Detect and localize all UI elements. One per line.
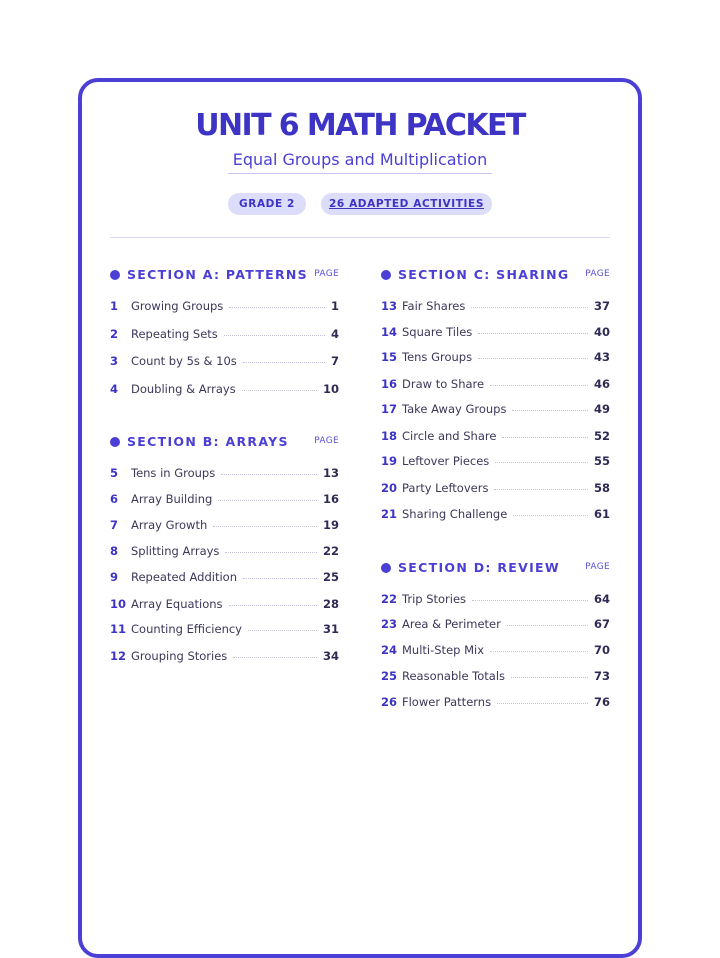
entry-number: 3 [110, 354, 119, 368]
grade-badge: GRADE 2 [228, 193, 306, 215]
entry-page: 28 [322, 597, 339, 611]
entry-number: 11 [110, 622, 127, 636]
entry-page: 76 [593, 695, 610, 709]
entry-page: 4 [330, 327, 339, 341]
dot-leader [478, 358, 588, 359]
dot-leader [478, 333, 588, 334]
entry-page: 73 [593, 669, 610, 683]
toc-entry[interactable] [381, 591, 610, 607]
entry-number: 8 [110, 544, 119, 558]
entry-title: Multi-Step Mix [402, 643, 485, 657]
toc-entry[interactable] [110, 465, 339, 481]
toc-entry[interactable] [110, 543, 339, 559]
dot-leader [490, 651, 588, 652]
entry-title: Array Growth [131, 518, 208, 532]
entry-number: 16 [381, 377, 398, 391]
entry-title: Growing Groups [131, 299, 224, 313]
entry-title: Sharing Challenge [402, 507, 508, 521]
entry-title: Tens Groups [402, 350, 473, 364]
entry-title: Fair Shares [402, 299, 466, 313]
entry-title: Grouping Stories [131, 649, 228, 663]
entry-title: Splitting Arrays [131, 544, 220, 558]
dot-leader [495, 462, 588, 463]
entry-number: 9 [110, 570, 119, 584]
entry-number: 7 [110, 518, 119, 532]
dot-leader [248, 630, 317, 631]
dot-leader [243, 578, 317, 579]
toc-entry[interactable] [381, 642, 610, 658]
toc-entry[interactable] [110, 596, 339, 612]
dot-leader [243, 362, 325, 363]
dot-leader [512, 410, 588, 411]
page-subtitle: Equal Groups and Multiplication [232, 150, 488, 169]
entry-title: Repeated Addition [131, 570, 237, 584]
entry-number: 15 [381, 350, 398, 364]
section-d-heading [381, 560, 610, 576]
entry-page: 46 [593, 377, 610, 391]
entry-title: Reasonable Totals [402, 669, 506, 683]
entry-page: 37 [593, 299, 610, 313]
entry-number: 22 [381, 592, 398, 606]
entry-page: 43 [593, 350, 610, 364]
page-column-label: PAGE [585, 269, 610, 279]
dot-leader [502, 437, 588, 438]
subtitle-underline [228, 173, 492, 174]
dot-leader [242, 390, 317, 391]
toc-entry[interactable] [381, 668, 610, 684]
entry-number: 10 [110, 597, 127, 611]
dot-leader [471, 307, 588, 308]
toc-entry[interactable] [110, 569, 339, 585]
dot-leader [497, 703, 588, 704]
section-title: SECTION C: SHARING [398, 267, 570, 282]
dot-leader [229, 605, 317, 606]
toc-entry[interactable] [110, 621, 339, 637]
entry-page: 22 [322, 544, 339, 558]
entry-number: 1 [110, 299, 119, 313]
dot-leader [490, 385, 588, 386]
entry-page: 40 [593, 325, 610, 339]
toc-entry[interactable] [381, 428, 610, 444]
section-title: SECTION D: REVIEW [398, 560, 560, 575]
section-bullet-icon [381, 563, 391, 573]
toc-entry[interactable] [381, 480, 610, 496]
entry-title: Circle and Share [402, 429, 497, 443]
section-b-heading [110, 434, 339, 450]
toc-entry[interactable] [381, 616, 610, 632]
toc-entry[interactable] [110, 491, 339, 507]
dot-leader [507, 625, 588, 626]
entry-title: Count by 5s & 10s [131, 354, 237, 368]
entry-page: 25 [322, 570, 339, 584]
toc-entry[interactable] [381, 324, 610, 340]
entry-title: Leftover Pieces [402, 454, 490, 468]
toc-entry[interactable] [381, 376, 610, 392]
toc-entry[interactable] [110, 298, 339, 314]
dot-leader [213, 526, 317, 527]
entry-page: 52 [593, 429, 610, 443]
toc-entry[interactable] [110, 353, 339, 369]
entry-number: 21 [381, 507, 398, 521]
entry-number: 18 [381, 429, 398, 443]
entry-title: Repeating Sets [131, 327, 218, 341]
entry-page: 61 [593, 507, 610, 521]
section-bullet-icon [110, 437, 120, 447]
entry-number: 5 [110, 466, 119, 480]
toc-entry[interactable] [381, 506, 610, 522]
entry-title: Trip Stories [402, 592, 467, 606]
activities-count-badge[interactable]: 26 ADAPTED ACTIVITIES [321, 193, 492, 215]
entry-page: 64 [593, 592, 610, 606]
entry-page: 16 [322, 492, 339, 506]
entry-title: Doubling & Arrays [131, 382, 236, 396]
entry-number: 12 [110, 649, 127, 663]
toc-entry[interactable] [381, 298, 610, 314]
dot-leader [229, 307, 325, 308]
dot-leader [221, 474, 317, 475]
toc-entry[interactable] [110, 381, 339, 397]
entry-page: 7 [330, 354, 339, 368]
entry-title: Square Tiles [402, 325, 473, 339]
page-column-label: PAGE [585, 562, 610, 572]
entry-page: 10 [322, 382, 339, 396]
entry-title: Flower Patterns [402, 695, 492, 709]
entry-title: Party Leftovers [402, 481, 489, 495]
entry-number: 26 [381, 695, 398, 709]
entry-title: Tens in Groups [131, 466, 216, 480]
toc-entry[interactable] [110, 326, 339, 342]
dot-leader [224, 335, 325, 336]
toc-entry[interactable] [381, 453, 610, 469]
entry-number: 24 [381, 643, 398, 657]
dot-leader [218, 500, 317, 501]
page-column-label: PAGE [314, 436, 339, 446]
entry-number: 20 [381, 481, 398, 495]
toc-entry[interactable] [110, 648, 339, 664]
toc-entry[interactable] [381, 694, 610, 710]
entry-title: Array Building [131, 492, 213, 506]
dot-leader [233, 657, 317, 658]
entry-page: 13 [322, 466, 339, 480]
page-column-label: PAGE [314, 269, 339, 279]
entry-number: 13 [381, 299, 398, 313]
entry-number: 17 [381, 402, 398, 416]
entry-page: 49 [593, 402, 610, 416]
entry-page: 34 [322, 649, 339, 663]
section-bullet-icon [110, 270, 120, 280]
entry-title: Counting Efficiency [131, 622, 242, 636]
entry-number: 14 [381, 325, 398, 339]
entry-page: 19 [322, 518, 339, 532]
dot-leader [472, 600, 588, 601]
entry-title: Area & Perimeter [402, 617, 501, 631]
entry-number: 6 [110, 492, 119, 506]
entry-number: 23 [381, 617, 398, 631]
entry-number: 19 [381, 454, 398, 468]
dot-leader [494, 489, 588, 490]
entry-page: 67 [593, 617, 610, 631]
entry-title: Array Equations [131, 597, 223, 611]
dot-leader [511, 677, 588, 678]
toc-entry[interactable] [381, 349, 610, 365]
section-bullet-icon [381, 270, 391, 280]
entry-page: 58 [593, 481, 610, 495]
section-c-heading [381, 267, 610, 283]
entry-number: 4 [110, 382, 119, 396]
entry-title: Take Away Groups [402, 402, 507, 416]
section-title: SECTION A: PATTERNS [127, 267, 308, 282]
dot-leader [513, 515, 588, 516]
entry-page: 55 [593, 454, 610, 468]
entry-title: Draw to Share [402, 377, 485, 391]
section-a-heading [110, 267, 339, 283]
entry-page: 70 [593, 643, 610, 657]
entry-page: 1 [330, 299, 339, 313]
page-title: UNIT 6 MATH PACKET [195, 108, 525, 143]
toc-entry[interactable] [381, 401, 610, 417]
section-title: SECTION B: ARRAYS [127, 434, 289, 449]
entry-page: 31 [322, 622, 339, 636]
entry-number: 25 [381, 669, 398, 683]
dot-leader [225, 552, 317, 553]
toc-entry[interactable] [110, 517, 339, 533]
entry-number: 2 [110, 327, 119, 341]
header-divider [110, 237, 610, 238]
